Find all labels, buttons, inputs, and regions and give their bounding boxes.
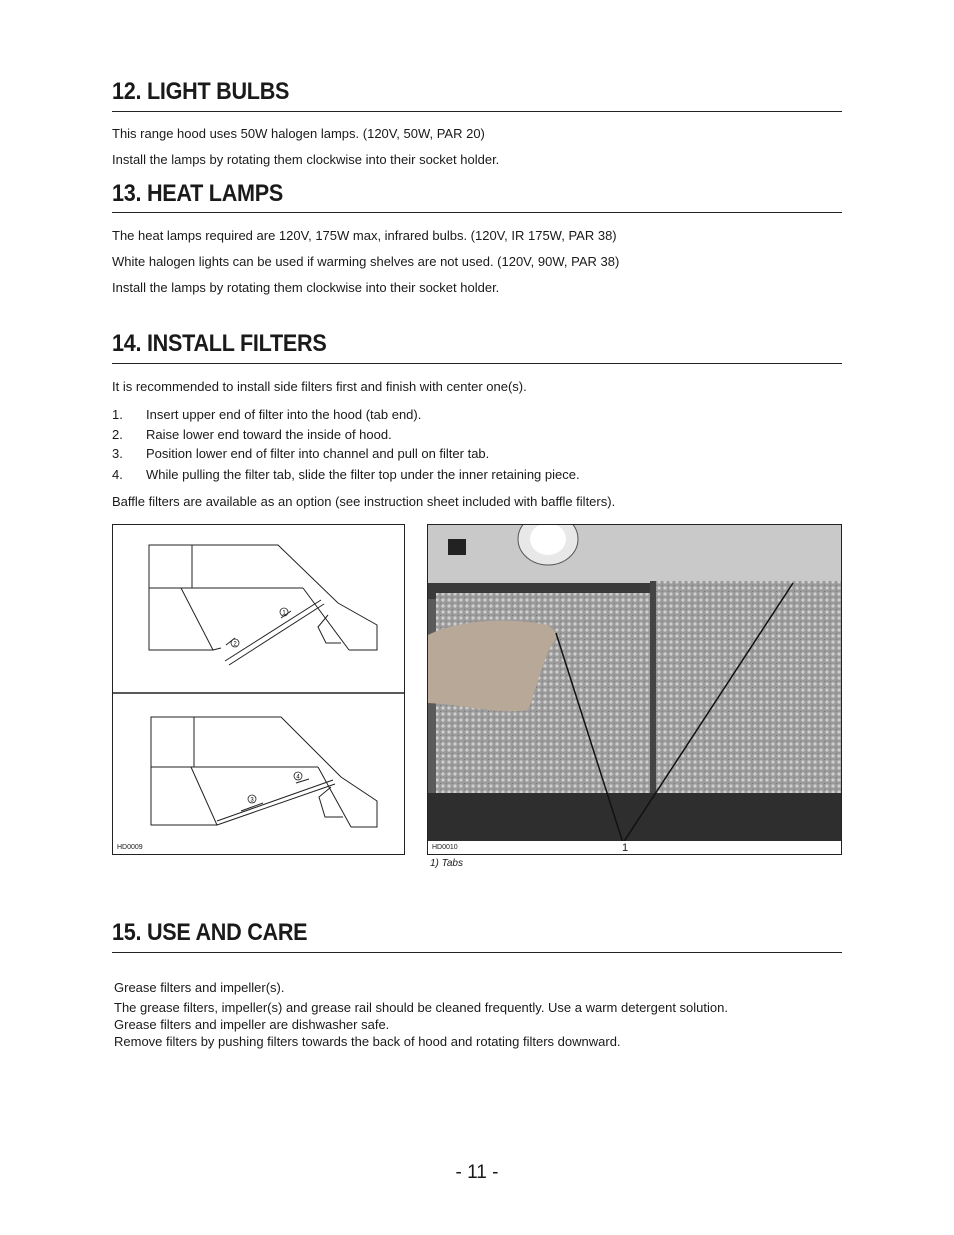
paragraph: Install the lamps by rotating them clockwise into their socket holder. (112, 280, 500, 295)
page-number: - 11 - (455, 1162, 499, 1183)
list-text: While pulling the filter tab, slide the filter top under the inner retaining piece. (146, 467, 580, 482)
figure-code: HD0009 (117, 844, 143, 851)
list-item (112, 407, 421, 422)
paragraph: It is recommended to install side filters first and finish with center one(s). (112, 379, 527, 394)
paragraph: Grease filters and impeller(s). (114, 980, 285, 995)
paragraph: The grease filters, impeller(s) and grease rail should be cleaned frequently. Use a warm detergent solution. (114, 1000, 728, 1015)
section-title-use-and-care: 15. USE AND CARE (112, 919, 308, 946)
section-title-light-bulbs: 12. LIGHT BULBS (112, 78, 290, 105)
paragraph: Baffle filters are available as an option (see instruction sheet included with baffle filters). (112, 494, 616, 509)
filter-install-diagram (113, 525, 404, 854)
list-text: Raise lower end toward the inside of hood. (146, 427, 392, 442)
section-title-heat-lamps: 13. HEAT LAMPS (112, 180, 284, 207)
list-item (112, 427, 392, 442)
list-number: 2. (112, 427, 123, 442)
photo-callout: 1 (622, 842, 629, 854)
section-rule (112, 212, 842, 213)
list-text: Position lower end of filter into channel and pull on filter tab. (146, 446, 490, 461)
paragraph: The heat lamps required are 120V, 175W max, infrared bulbs. (120V, IR 175W, PAR 38) (112, 228, 617, 243)
callout-2: 2 (233, 641, 237, 648)
figure-caption: 1) Tabs (430, 858, 463, 869)
list-number: 1. (112, 407, 123, 422)
paragraph: Grease filters and impeller are dishwasher safe. (114, 1017, 390, 1032)
filter-photo (428, 525, 841, 854)
callout-3: 3 (250, 797, 254, 804)
paragraph: White halogen lights can be used if warming shelves are not used. (120V, 90W, PAR 38) (112, 254, 620, 269)
paragraph: Install the lamps by rotating them clockwise into their socket holder. (112, 152, 500, 167)
diagram-figure (112, 524, 405, 855)
section-rule (112, 952, 842, 953)
list-text: Insert upper end of filter into the hood (tab end). (146, 407, 422, 422)
section-rule (112, 111, 842, 112)
list-number: 4. (112, 467, 123, 482)
paragraph: Remove filters by pushing filters towards the back of hood and rotating filters downward. (114, 1034, 621, 1049)
paragraph: This range hood uses 50W halogen lamps. (120V, 50W, PAR 20) (112, 126, 485, 141)
callout-4: 4 (296, 774, 300, 781)
section-title-install-filters: 14. INSTALL FILTERS (112, 330, 327, 357)
callout-1: 1 (282, 610, 286, 617)
list-item (112, 446, 489, 461)
photo-figure (427, 524, 842, 855)
figure-code: HD0010 (432, 844, 458, 851)
section-rule (112, 363, 842, 364)
list-number: 3. (112, 446, 123, 461)
list-item (112, 467, 580, 482)
